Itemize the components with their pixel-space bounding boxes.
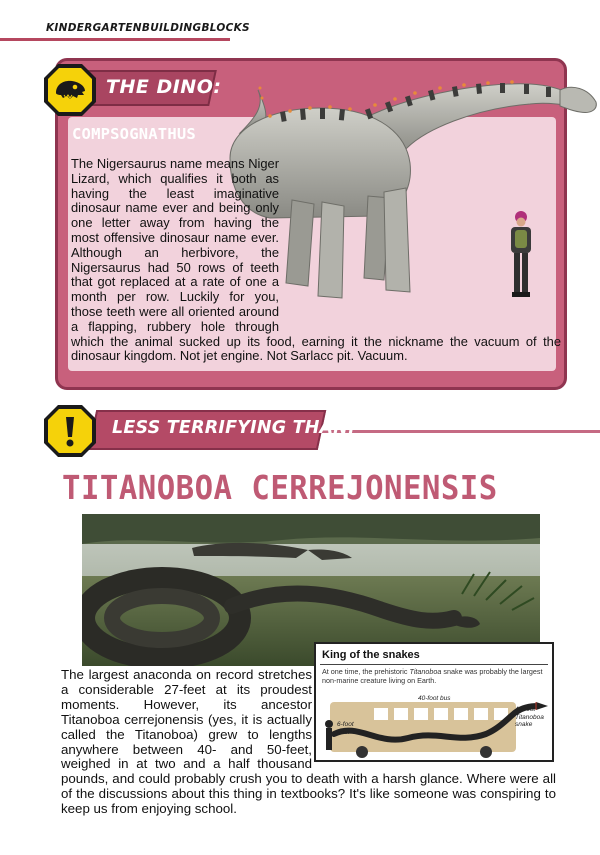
comparison-rule — [313, 430, 600, 433]
snake-label: 43-foot Titanoboa snake — [515, 706, 544, 728]
infographic-wrap-spacer — [312, 668, 556, 772]
infographic-title: King of the snakes — [322, 649, 420, 661]
man-label: 6-foot man — [337, 721, 354, 736]
dino-heading: THE DINO: — [106, 76, 222, 98]
exclamation-warning-icon — [42, 403, 98, 459]
bus-label: 40-foot bus — [418, 695, 451, 702]
titanoboa-description — [61, 668, 556, 817]
infographic-rule — [320, 664, 548, 665]
dino-description — [71, 157, 561, 364]
header-rule — [0, 38, 230, 41]
series-title: KINDERGARTENBUILDINGBLOCKS — [46, 22, 250, 34]
dino-description-text: The Nigersaurus name means Niger Lizard, which qualifies it both as having the least imaginative dinosaur name ever and being only one letter away from having the most offensive dinosaur name ever. Although an herbivore, the Nigersaurus had 50 rows of teeth that got replaced at a rate of one a month per row. Luckily for you, those teeth were all oriented around a flapping, rubbery hole through which the animal sucked up its food, earning it the nickname the vacuum of the dinosaur kingdom. Not jet engine. Not Sarlacc pit. Vacuum. — [71, 156, 561, 364]
comparison-heading: LESS TERRIFYING THAN: — [112, 418, 356, 438]
infographic-description-species: Titanoboa — [409, 667, 442, 676]
dinosaur-skull-icon — [42, 62, 98, 118]
infographic-description-start: At one time, the prehistoric — [322, 667, 410, 676]
species-title: TITANOBOA CERREJONENSIS — [62, 468, 498, 507]
infographic-description-end: snake was probably the largest non-marine creature living on Earth. — [322, 667, 543, 685]
titanoboa-description-text: The largest anaconda on record stretches a considerable 27-feet at its proudest moments. However, its ancestor Titanoboa cerrejonensis (yes, it is actually called the Titanoboa) grew to lengths anywhere between 40- and 50-feet, weighed in at two and a half thousand pounds, and could probably crush you to death with a harsh glance. Where were all of the discussions about this thing in textbooks? It's like someone was conspiring to keep us from enjoying school. — [61, 667, 556, 817]
dino-subtitle: COMPSOGNATHUS — [72, 125, 196, 143]
illustration-wrap-spacer — [279, 157, 561, 329]
